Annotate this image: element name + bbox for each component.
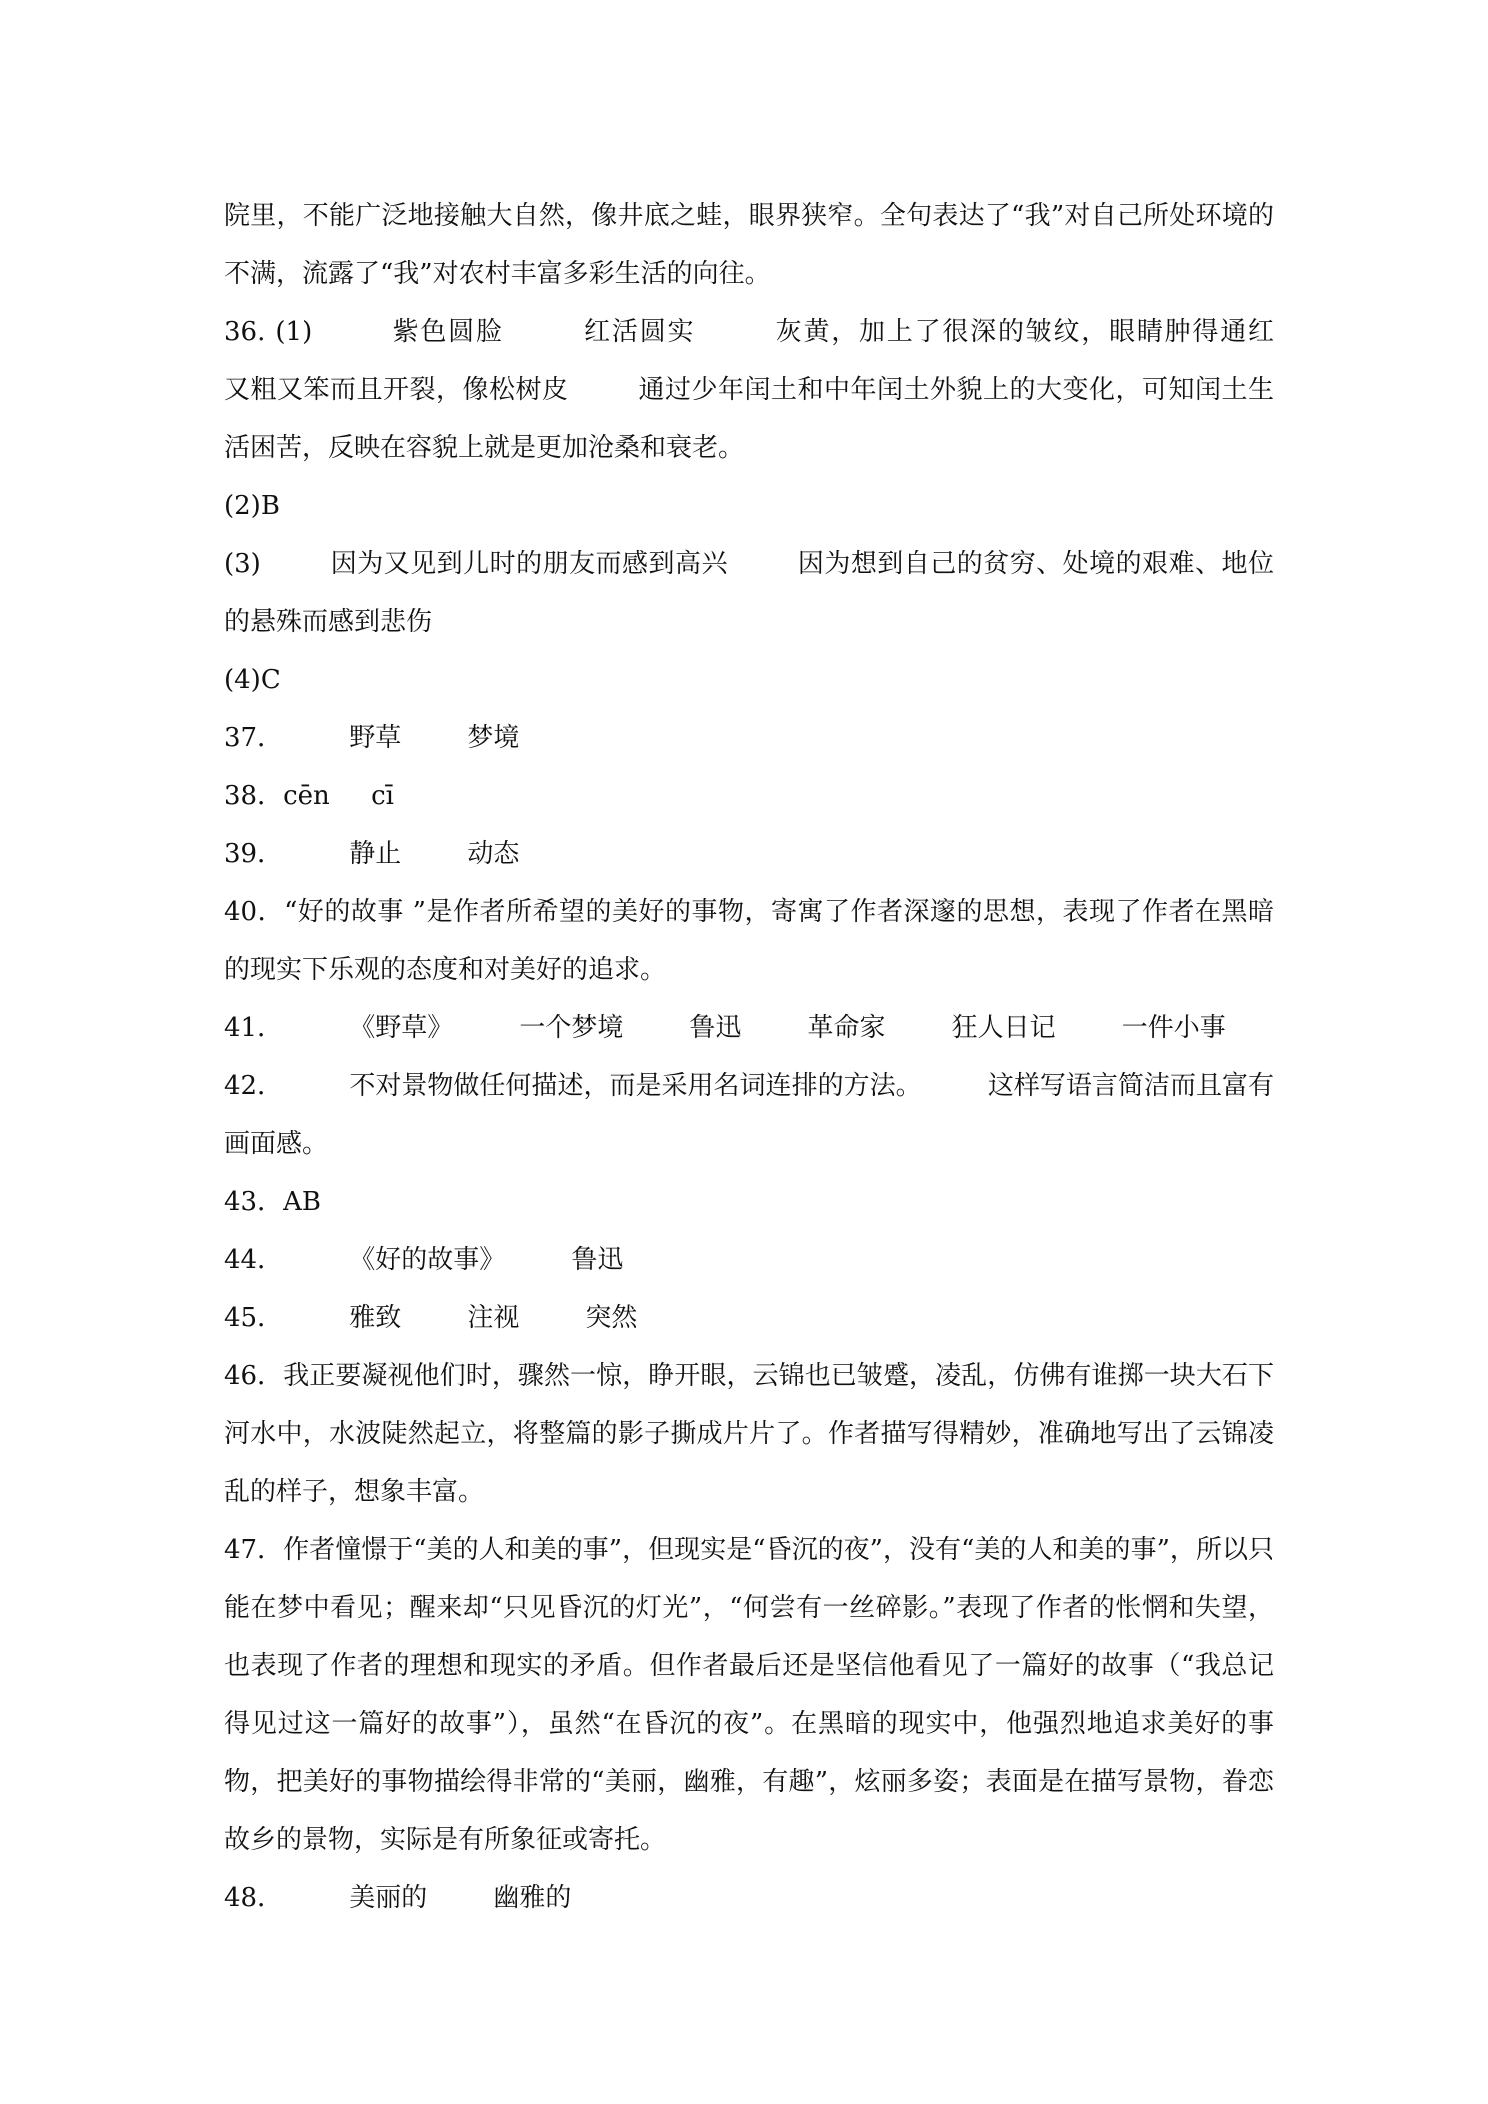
paragraph-continuation: 院里，不能广泛地接触大自然，像井底之蛙，眼界狭窄。全句表达了“我”对自己所处环境的不满，流露了“我”对农村丰富多彩生活的向往。 xyxy=(224,201,1274,289)
answer-48: 48． 美丽的 幽雅的 xyxy=(224,1883,572,1913)
answer-41: 41． 《野草》 一个梦境 鲁迅 革命家 狂人日记 一件小事 xyxy=(224,1013,1226,1043)
answer-43: 43．AB xyxy=(224,1187,321,1217)
document-page xyxy=(224,187,1341,1927)
answer-45: 45． 雅致 注视 突然 xyxy=(224,1303,638,1333)
answer-36-4: (4)C xyxy=(224,665,281,695)
answer-38: 38．cēn cī xyxy=(224,781,394,811)
answer-36-2: (2)B xyxy=(224,491,280,521)
answer-39: 39． 静止 动态 xyxy=(224,839,520,869)
answer-40: 40．“好的故事 ”是作者所希望的美好的事物，寄寓了作者深邃的思想，表现了作者在黑暗的现实下乐观的态度和对美好的追求。 xyxy=(224,897,1274,985)
answer-36-3: (3) 因为又见到儿时的朋友而感到高兴 因为想到自己的贫穷、处境的艰难、地位的悬殊而感到悲伤 xyxy=(224,549,1274,637)
answer-47: 47．作者憧憬于“美的人和美的事”，但现实是“昏沉的夜”，没有“美的人和美的事”，所以只能在梦中看见；醒来却“只见昏沉的灯光”，“何尝有一丝碎影。”表现了作者的怅惘和失望，也表现了作者的理想和现实的矛盾。但作者最后还是坚信他看见了一篇好的故事（“我总记得见过这一篇好的故事”），虽然“在昏沉的夜”。在黑暗的现实中，他强烈地追求美好的事物，把美好的事物描绘得非常的“美丽，幽雅，有趣”，炫丽多姿；表面是在描写景物，眷恋故乡的景物，实际是有所象征或寄托。 xyxy=(224,1535,1274,1855)
answer-46: 46．我正要凝视他们时，骤然一惊，睁开眼，云锦也已皱蹙，凌乱，仿佛有谁掷一块大石下河水中，水波陡然起立，将整篇的影子撕成片片了。作者描写得精妙，准确地写出了云锦凌乱的样子，想象丰富。 xyxy=(224,1361,1274,1507)
answer-37: 37． 野草 梦境 xyxy=(224,723,520,753)
answer-42: 42． 不对景物做任何描述，而是采用名词连排的方法。 这样写语言简洁而且富有画面感。 xyxy=(224,1071,1274,1159)
answer-44: 44． 《好的故事》 鲁迅 xyxy=(224,1245,624,1275)
answer-36-1: 36. (1) 紫色圆脸 红活圆实 灰黄，加上了很深的皱纹，眼睛肿得通红 又粗又笨而且开裂，像松树皮 通过少年闰土和中年闰土外貌上的大变化，可知闰土生活困苦，反映在容貌上就是更加沧桑和衰老。 xyxy=(224,317,1341,463)
